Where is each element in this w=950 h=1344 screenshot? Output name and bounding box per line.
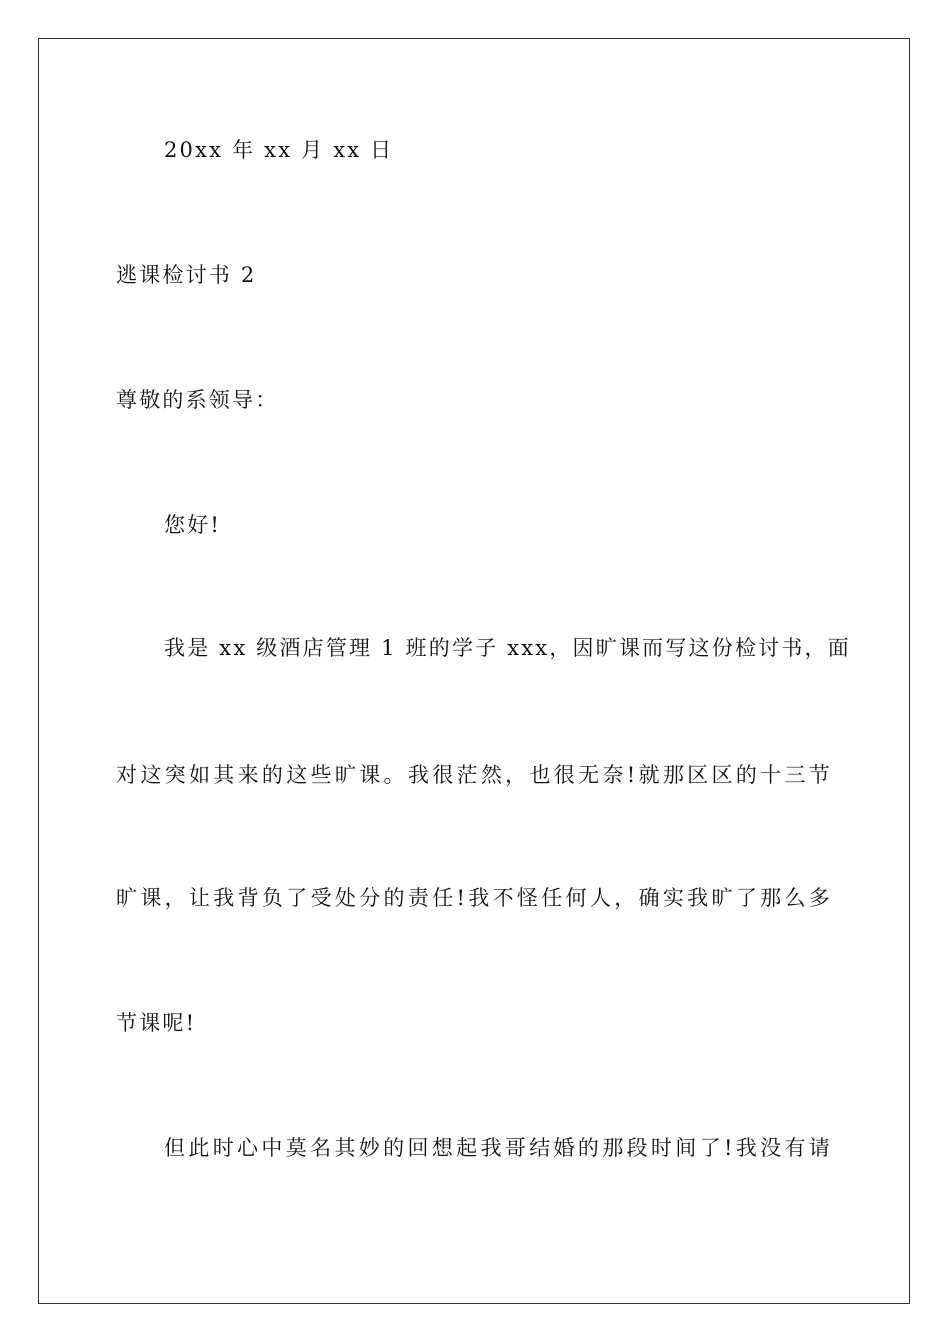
salutation: 尊敬的系领导： [116,388,279,412]
paragraph-line: 但此时心中莫名其妙的回想起我哥结婚的那段时间了!我没有请 [164,1136,832,1160]
greeting: 您好! [164,513,222,537]
document-title: 逃课检讨书 2 [116,263,257,287]
paragraph-line: 旷课，让我背负了受处分的责任!我不怪任何人，确实我旷了那么多 [116,886,832,910]
page-border [38,38,910,1304]
date-line: 20xx 年 xx 月 xx 日 [164,138,394,162]
paragraph-line: 节课呢! [116,1011,197,1035]
paragraph-line: 我是 xx 级酒店管理 1 班的学子 xxx，因旷课而写这份检讨书，面 [164,636,851,660]
paragraph-line: 对这突如其来的这些旷课。我很茫然，也很无奈!就那区区的十三节 [116,763,832,787]
